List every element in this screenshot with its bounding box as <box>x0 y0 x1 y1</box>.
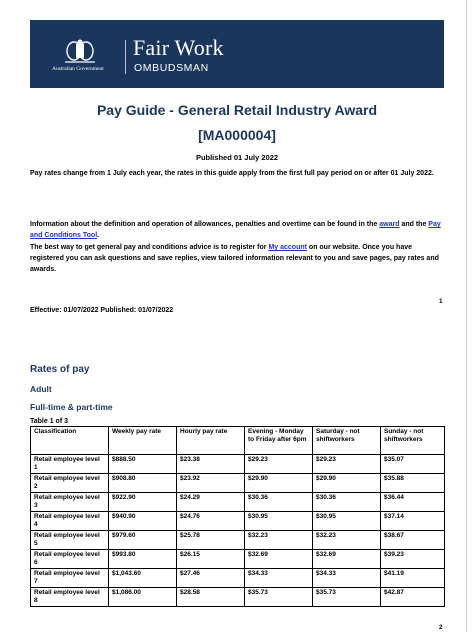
table-cell: $888.50 <box>109 455 177 474</box>
info-paragraph <box>30 219 444 241</box>
table-row <box>31 588 445 607</box>
table-cell: $34.33 <box>313 569 381 588</box>
table-cell: Retail employee level 3 <box>31 493 109 512</box>
column-header: Evening - Monday to Friday after 6pm <box>245 427 313 455</box>
table-cell: $41.19 <box>381 569 445 588</box>
header-banner <box>30 20 444 88</box>
table-row <box>31 531 445 550</box>
award-code: [MA000004] <box>198 127 276 143</box>
adult-subheading: Adult <box>30 384 52 394</box>
table-cell: $940.90 <box>109 512 177 531</box>
table-cell: Retail employee level 6 <box>31 550 109 569</box>
table-cell: $24.76 <box>177 512 245 531</box>
page-edge-divider <box>466 0 467 632</box>
table-cell: $35.88 <box>381 474 445 493</box>
table-cell: $32.23 <box>313 531 381 550</box>
document-title: Pay Guide - General Retail Industry Award <box>96 102 378 118</box>
table-cell: $32.23 <box>245 531 313 550</box>
table-row <box>31 493 445 512</box>
table-cell: $30.95 <box>313 512 381 531</box>
advice-text-after: on our website. Once you have registered you can ask questions and save replies, view tailored information relevant to you and save pages, pay rates and awards. <box>30 244 439 273</box>
brand-name: Fair Work <box>133 35 224 60</box>
table-cell: $29.90 <box>245 474 313 493</box>
column-header: Sunday - not shiftworkers <box>381 427 445 455</box>
table-cell: $35.73 <box>313 588 381 607</box>
fulltime-parttime-heading: Full-time & part-time <box>30 402 113 412</box>
table-cell: $23.38 <box>177 455 245 474</box>
table-cell: $39.23 <box>381 550 445 569</box>
page-number: 1 <box>439 298 443 305</box>
column-header: Saturday - not shiftworkers <box>313 427 381 455</box>
table-cell: $32.69 <box>245 550 313 569</box>
table-cell: $35.07 <box>381 455 445 474</box>
brand-subname: OMBUDSMAN <box>134 62 209 74</box>
table-cell: Retail employee level 7 <box>31 569 109 588</box>
table-cell: $26.15 <box>177 550 245 569</box>
table-cell: $34.33 <box>245 569 313 588</box>
table-cell: $42.87 <box>381 588 445 607</box>
table-cell: $1,043.60 <box>109 569 177 588</box>
table-cell: Retail employee level 1 <box>31 455 109 474</box>
table-row <box>31 550 445 569</box>
table-cell: $30.36 <box>245 493 313 512</box>
my-account-link[interactable]: My account <box>268 244 307 251</box>
pay-rates-table <box>30 426 445 607</box>
table-cell: $1,086.00 <box>109 588 177 607</box>
table-cell: $38.67 <box>381 531 445 550</box>
info-text-after: . <box>97 232 100 239</box>
table-cell: $30.36 <box>313 493 381 512</box>
advice-paragraph <box>30 242 444 275</box>
logo-divider <box>125 40 126 74</box>
award-link[interactable]: award <box>379 221 400 228</box>
table-cell: $30.95 <box>245 512 313 531</box>
table-row <box>31 569 445 588</box>
table-row <box>31 474 445 493</box>
rates-heading: Rates of pay <box>30 364 90 375</box>
page-number: 2 <box>439 624 443 631</box>
table-row <box>31 455 445 474</box>
intro-paragraph: Pay rates change from 1 July each year, the rates in this guide apply from the first full pay period on or after 01 July 2022. <box>30 170 434 177</box>
table-cell: $37.14 <box>381 512 445 531</box>
table-cell: $24.29 <box>177 493 245 512</box>
advice-text-before: The best way to get general pay and conditions advice is to register for <box>30 244 269 251</box>
table-cell: Retail employee level 2 <box>31 474 109 493</box>
table-cell: $27.46 <box>177 569 245 588</box>
effective-date: Effective: 01/07/2022 Published: 01/07/2022 <box>30 307 174 314</box>
pay-conditions-tool-link[interactable]: Pay and Conditions Tool <box>30 221 441 239</box>
column-header: Hourly pay rate <box>177 427 245 455</box>
coat-of-arms-icon <box>63 38 97 64</box>
column-header: Weekly pay rate <box>109 427 177 455</box>
table-cell: $908.80 <box>109 474 177 493</box>
table-caption: Table 1 of 3 <box>30 418 68 425</box>
table-cell: $979.60 <box>109 531 177 550</box>
government-label: Australian Government <box>52 66 104 72</box>
table-cell: $32.69 <box>313 550 381 569</box>
table-cell: $922.90 <box>109 493 177 512</box>
table-cell: $28.58 <box>177 588 245 607</box>
column-header: Classification <box>31 427 109 455</box>
table-cell: $36.44 <box>381 493 445 512</box>
table-cell: $993.80 <box>109 550 177 569</box>
table-cell: $25.78 <box>177 531 245 550</box>
table-cell: Retail employee level 5 <box>31 531 109 550</box>
table-header-row <box>31 427 445 455</box>
table-cell: $35.73 <box>245 588 313 607</box>
table-cell: $29.23 <box>245 455 313 474</box>
table-cell: $29.90 <box>313 474 381 493</box>
published-date: Published 01 July 2022 <box>195 153 279 162</box>
info-text-middle: and the <box>399 221 429 228</box>
table-cell: Retail employee level 4 <box>31 512 109 531</box>
info-text-before: Information about the definition and operation of allowances, penalties and overtime can be found in the <box>30 221 380 228</box>
table-cell: $23.92 <box>177 474 245 493</box>
table-row <box>31 512 445 531</box>
table-cell: Retail employee level 8 <box>31 588 109 607</box>
table-cell: $29.23 <box>313 455 381 474</box>
